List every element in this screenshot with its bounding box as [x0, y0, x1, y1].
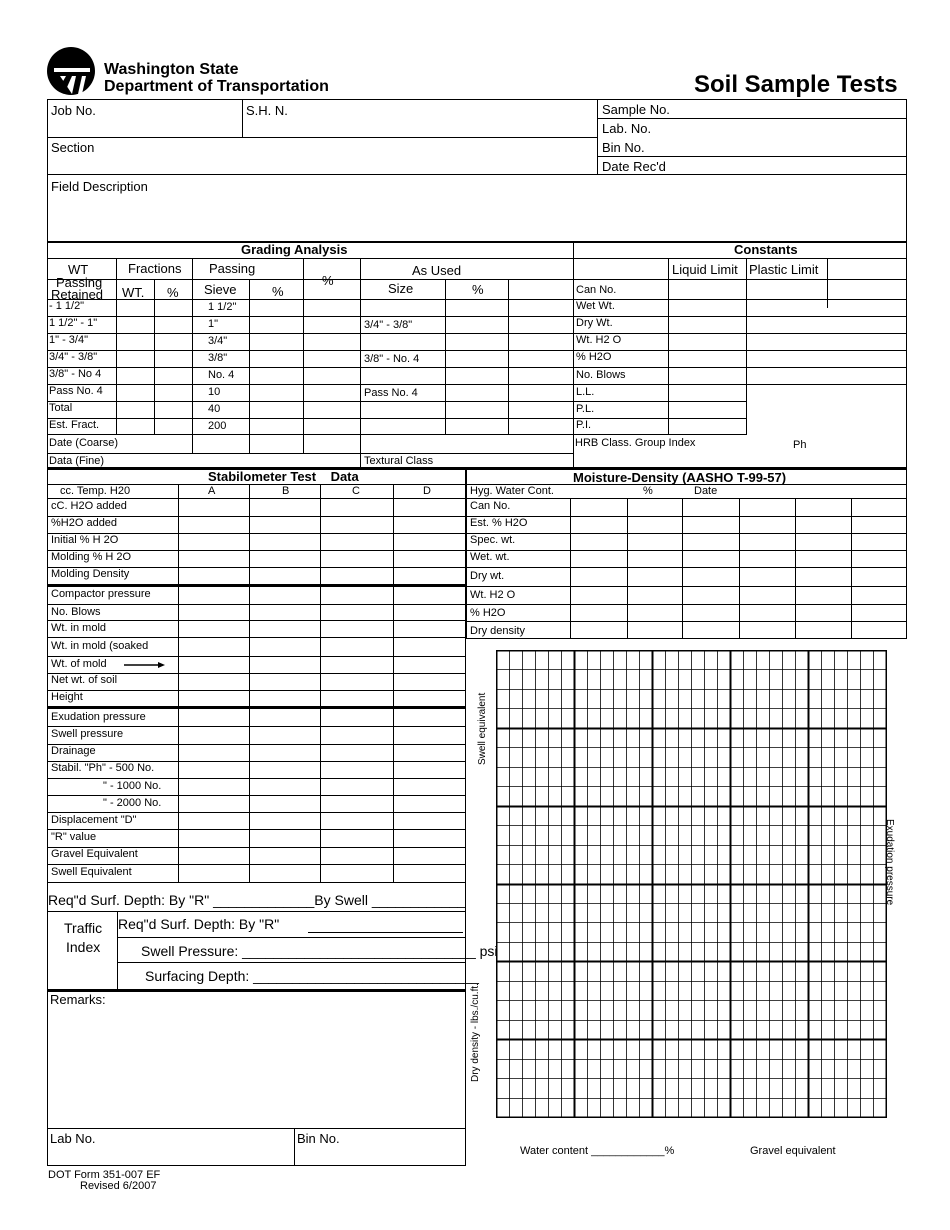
constants-row-label: P.I.	[576, 419, 592, 431]
stab-row-label: cC. H2O added	[51, 500, 127, 512]
grading-h-pct3: %	[322, 273, 334, 288]
grading-h-size: Size	[388, 281, 414, 296]
plastic-limit-label: Plastic Limit	[749, 262, 819, 277]
water-content-label: Water content ____________%	[520, 1145, 675, 1157]
sieve-label: 40	[208, 403, 221, 415]
hrb-label: HRB Class. Group Index	[575, 437, 696, 449]
constants-row-label: Dry Wt.	[576, 317, 613, 329]
constants-row-label: Can No.	[576, 284, 617, 296]
constants-row-label: Wet Wt.	[576, 300, 615, 312]
ph-label: Ph	[793, 439, 807, 451]
index-label: Index	[66, 939, 101, 955]
stab-row-label: Molding % H 2O	[51, 551, 132, 563]
grading-h-wt2: WT.	[122, 285, 145, 300]
dry-density-axis: Dry density - lbs./cu.ft.	[470, 983, 481, 1082]
job-no-label[interactable]: Job No.	[51, 103, 96, 118]
stab-row-label: Wt. in mold	[51, 622, 107, 634]
grading-h-pct1: %	[167, 285, 179, 300]
stab-row-label: Initial % H 2O	[51, 534, 119, 546]
stab-row-label: Wt. in mold (soaked	[51, 640, 149, 652]
size-label: Pass No. 4	[364, 387, 418, 399]
grading-h-wt: WT	[68, 262, 89, 277]
moisture-row-label: Can No.	[470, 500, 511, 512]
data-fine-label: Data (Fine)	[49, 455, 105, 467]
stab-row-label: Swell pressure	[51, 728, 124, 740]
grading-row-label: Est. Fract.	[49, 419, 100, 431]
remarks-label[interactable]: Remarks:	[50, 992, 106, 1007]
stabilometer-temp: cc. Temp. H20	[60, 485, 131, 497]
moisture-row-label: % H2O	[470, 607, 506, 619]
grading-h-passing2: Passing	[209, 261, 256, 276]
traffic-reqd-surf[interactable]: Req"d Surf. Depth: By "R"	[118, 916, 280, 932]
stab-row-label: " - 1000 No.	[103, 780, 162, 792]
swell-pressure[interactable]: Swell Pressure: ______________________________ psi	[141, 943, 498, 959]
stab-col-header: B	[282, 485, 290, 497]
grading-h-fractions: Fractions	[128, 261, 182, 276]
stab-row-label: " - 2000 No.	[103, 797, 162, 809]
shn-label[interactable]: S.H. N.	[246, 103, 288, 118]
stab-row-label: No. Blows	[51, 606, 101, 618]
moisture-pct: %	[643, 485, 653, 497]
constants-title: Constants	[734, 242, 798, 257]
agency-line-2: Department of Transportation	[104, 78, 329, 95]
grading-h-pct4: %	[472, 282, 484, 297]
constants-row-label: L.L.	[576, 386, 595, 398]
stab-row-label: Displacement "D"	[51, 814, 137, 826]
sieve-label: 3/4"	[208, 335, 228, 347]
grading-row-label: Pass No. 4	[49, 385, 103, 397]
size-label: 3/4" - 3/8"	[364, 319, 413, 331]
top-fields-box	[47, 99, 907, 242]
stab-row-label: Wt. of mold	[51, 658, 107, 670]
constants-row-label: % H2O	[576, 351, 612, 363]
exudation-pressure-axis: Exudation pressure	[884, 819, 895, 906]
moisture-row-label: Wt. H2 O	[470, 589, 516, 601]
constants-row-label: No. Blows	[576, 369, 626, 381]
grading-row-label: Total	[49, 402, 73, 414]
size-label: 3/8" - No. 4	[364, 353, 420, 365]
gravel-equivalent-label: Gravel equivalent	[750, 1145, 836, 1157]
stab-col-header: D	[423, 485, 431, 497]
grading-h-sieve: Sieve	[204, 282, 237, 297]
wsdot-logo	[46, 46, 96, 96]
grading-h-pct2: %	[272, 284, 284, 299]
moisture-title: Moisture-Density (AASHO T-99-57)	[573, 470, 787, 485]
grading-h-passing: Passing	[56, 275, 103, 290]
sieve-label: No. 4	[208, 369, 235, 381]
bin-no-bottom[interactable]: Bin No.	[297, 1131, 340, 1146]
graph-grid[interactable]	[496, 650, 887, 1118]
moisture-row-label: Dry density	[470, 625, 526, 637]
moisture-row-label: Spec. wt.	[470, 534, 516, 546]
stabilometer-title: Stabilometer Test Data	[208, 469, 359, 484]
stab-row-label: Drainage	[51, 745, 96, 757]
moisture-date: Date	[694, 485, 718, 497]
grading-row-label: 3/4" - 3/8"	[49, 351, 98, 363]
stab-row-label: Net wt. of soil	[51, 674, 118, 686]
arrow-icon	[124, 661, 166, 669]
constants-row-label: P.L.	[576, 403, 595, 415]
stab-row-label: Gravel Equivalent	[51, 848, 138, 860]
moisture-row-label: Est. % H2O	[470, 517, 528, 529]
lab-no-bottom[interactable]: Lab No.	[50, 1131, 96, 1146]
form-title: Soil Sample Tests	[694, 71, 898, 98]
grading-h-retained: Retained	[51, 287, 104, 302]
form-revised: Revised 6/2007	[80, 1180, 157, 1192]
bin-no-label[interactable]: Bin No.	[602, 140, 645, 155]
grading-row-label: 3/8" - No 4	[49, 368, 102, 380]
grading-title: Grading Analysis	[241, 242, 348, 257]
moisture-row-label: Dry wt.	[470, 570, 505, 582]
grading-row-label: 1" - 3/4"	[49, 334, 88, 346]
surfacing-depth[interactable]: Surfacing Depth: _____________________________	[145, 968, 479, 984]
sample-no-label[interactable]: Sample No.	[602, 102, 670, 117]
grading-row-label: - 1 1/2"	[49, 300, 85, 312]
lab-no-label[interactable]: Lab. No.	[602, 121, 652, 136]
sieve-label: 10	[208, 386, 221, 398]
section-label[interactable]: Section	[51, 140, 95, 155]
textural-class-label: Textural Class	[364, 455, 434, 467]
swell-equivalent-axis: Swell equivalent	[477, 692, 488, 765]
stab-row-label: Molding Density	[51, 568, 130, 580]
stab-row-label: Height	[51, 691, 83, 703]
stab-row-label: "R" value	[51, 831, 97, 843]
stab-row-label: Exudation pressure	[51, 711, 146, 723]
agency-line-1: Washington State	[104, 61, 239, 78]
grading-h-as-used: As Used	[412, 263, 462, 278]
reqd-surf-depth[interactable]: Req"d Surf. Depth: By "R" _____________By Swell ____________	[48, 892, 466, 908]
stab-row-label: %H2O added	[51, 517, 118, 529]
stab-row-label: Compactor pressure	[51, 588, 151, 600]
liquid-limit-label: Liquid Limit	[672, 262, 738, 277]
field-description-label[interactable]: Field Description	[51, 179, 148, 194]
sieve-label: 200	[208, 420, 227, 432]
sieve-label: 1"	[208, 318, 219, 330]
constants-row-label: Wt. H2 O	[576, 334, 622, 346]
stab-row-label: Swell Equivalent	[51, 866, 132, 878]
stab-col-header: C	[352, 485, 360, 497]
stab-col-header: A	[208, 485, 216, 497]
form-number: DOT Form 351-007 EF	[48, 1169, 161, 1181]
sieve-label: 3/8"	[208, 352, 228, 364]
traffic-label: Traffic	[64, 920, 103, 936]
date-coarse-label: Date (Coarse)	[49, 437, 119, 449]
hyg-water-cont: Hyg. Water Cont.	[470, 485, 554, 497]
grading-row-label: 1 1/2" - 1"	[49, 317, 98, 329]
moisture-row-label: Wet. wt.	[470, 551, 510, 563]
sieve-label: 1 1/2"	[208, 301, 237, 313]
date-recd-label[interactable]: Date Rec'd	[602, 159, 666, 174]
stab-row-label: Stabil. "Ph" - 500 No.	[51, 762, 155, 774]
